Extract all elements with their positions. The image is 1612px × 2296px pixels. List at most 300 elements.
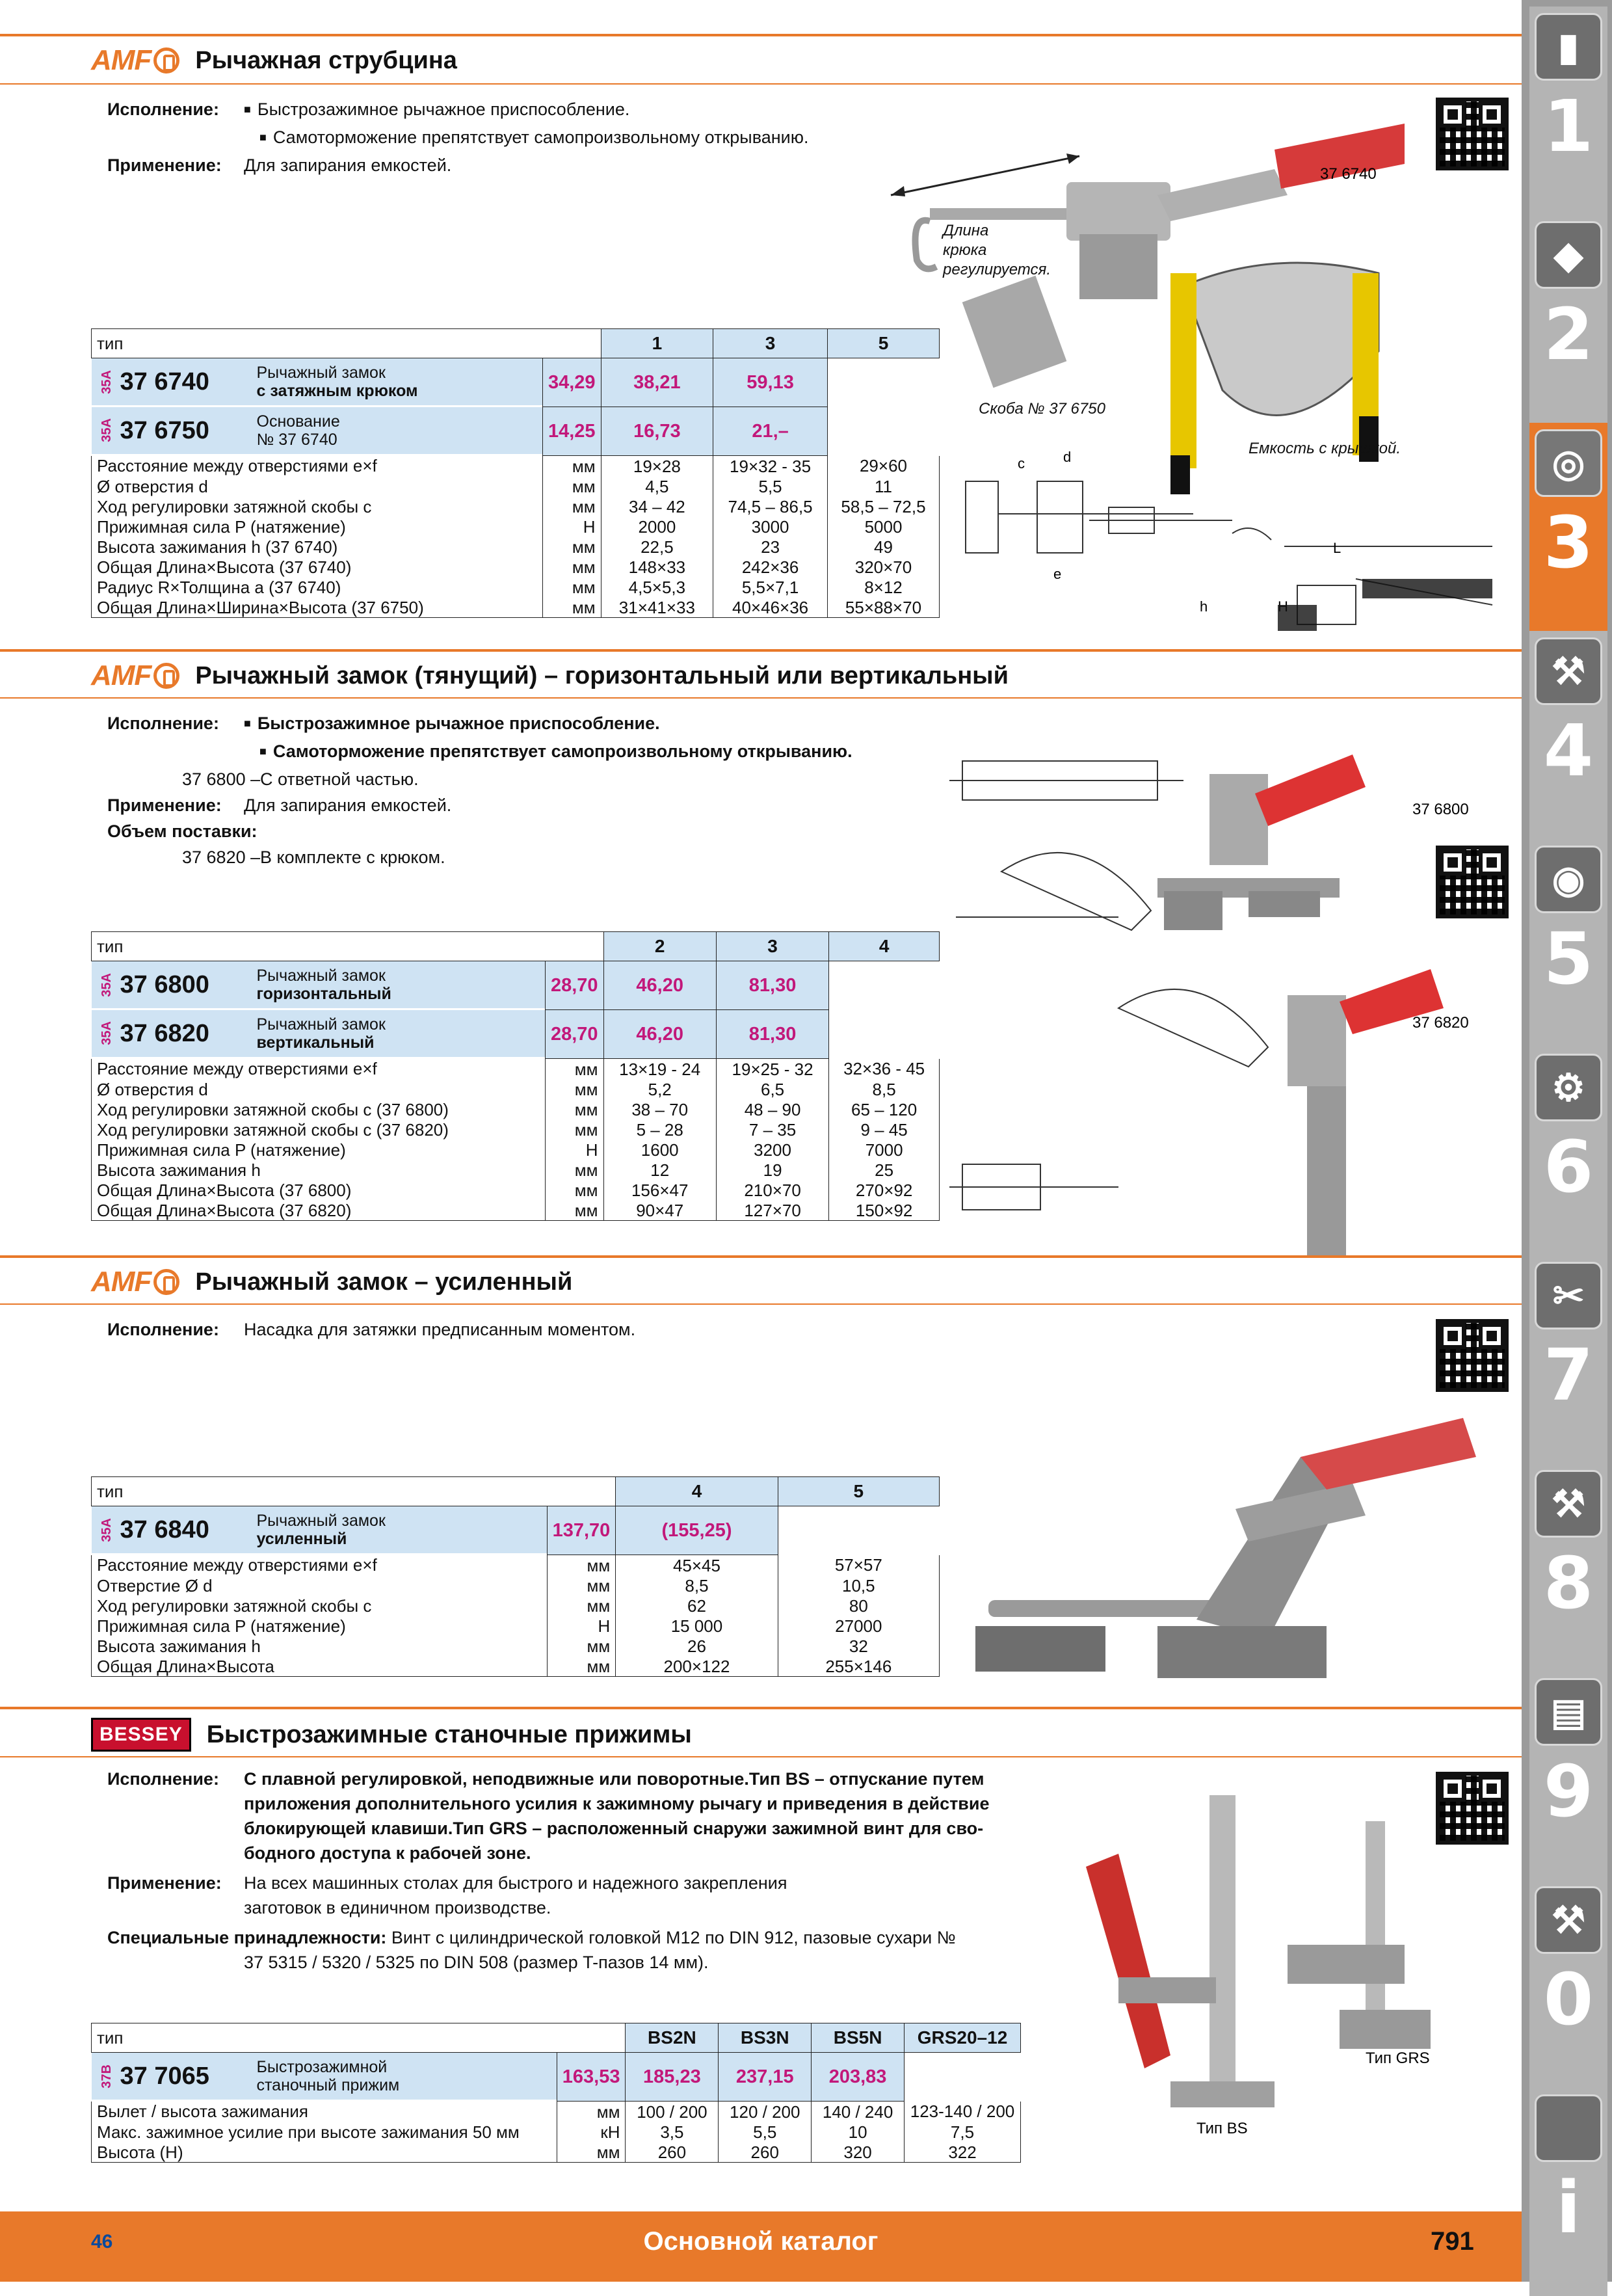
chapter-tab-0[interactable] <box>1529 1880 1607 2088</box>
article-name: Рычажный замок <box>256 1015 386 1034</box>
col-header: BS2N <box>626 2023 719 2053</box>
col-header: 4 <box>829 932 940 961</box>
type-header: тип <box>92 932 604 961</box>
spec-unit: мм <box>545 1200 603 1221</box>
section-3-header <box>91 1259 572 1305</box>
col-header: 2 <box>603 932 716 961</box>
spec-value: 150×92 <box>829 1200 940 1221</box>
design-label: Исполнение: <box>107 714 219 733</box>
spec-value: 120 / 200 <box>719 2102 812 2122</box>
article-code: 37 6750 <box>120 416 209 444</box>
spec-value: 1600 <box>603 1140 716 1160</box>
price: 46,20 <box>603 961 716 1010</box>
price: 38,21 <box>601 358 713 407</box>
chapter-tab-3[interactable] <box>1529 423 1607 631</box>
price: 34,29 <box>542 358 601 407</box>
price: 28,70 <box>545 961 603 1010</box>
img-caption-37-6820: 37 6820 <box>1412 1014 1469 1032</box>
spec-row <box>92 456 940 477</box>
bracket-caption: Скоба № 37 6750 <box>979 400 1105 418</box>
chapter-tab-6[interactable] <box>1529 1047 1607 1255</box>
spec-value: 8,5 <box>616 1575 778 1595</box>
application-label: Применение: <box>107 1873 222 1893</box>
price: 46,20 <box>603 1010 716 1059</box>
spec-row <box>92 597 940 618</box>
article-code: 37 6740 <box>120 368 209 395</box>
spec-value: 19×32 - 35 <box>713 456 828 477</box>
spec-parameter: Общая Длина×Высота (37 6740) <box>92 557 543 577</box>
spec-value: 34 – 42 <box>601 496 713 516</box>
spec-unit: Н <box>542 516 601 537</box>
category-code: 35A <box>99 369 114 394</box>
price: 237,15 <box>719 2053 812 2102</box>
application-text: На всех машинных столах для быстрого и надежного закрепления <box>244 1873 787 1893</box>
chapter-icon: ◉ <box>1535 846 1602 913</box>
svg-text:L: L <box>1333 540 1341 556</box>
spec-row <box>92 2142 1021 2163</box>
spec-value: 127×70 <box>716 1200 828 1221</box>
spec-value: 48 – 90 <box>716 1099 828 1119</box>
col-header: 5 <box>778 1477 939 1506</box>
spec-value: 322 <box>905 2142 1021 2163</box>
section-2-title: Рычажный замок (тянущий) – горизонтальный или вертикальный <box>195 661 1009 689</box>
spec-row <box>92 1575 940 1595</box>
chapter-tab-9[interactable] <box>1529 1672 1607 1880</box>
spec-value: 74,5 – 86,5 <box>713 496 828 516</box>
spec-value: 3,5 <box>626 2122 719 2142</box>
spec-parameter: Ход регулировки затяжной скобы c (37 6820) <box>92 1119 546 1140</box>
design-line: ■ Быстрозажимное рычажное приспособление. <box>244 714 660 733</box>
spec-value: 62 <box>616 1595 778 1616</box>
spec-value: 12 <box>603 1160 716 1180</box>
article-name: вертикальный <box>256 1033 375 1052</box>
chapter-number: 5 <box>1543 917 1594 1000</box>
chapter-number: 4 <box>1543 709 1594 792</box>
amf-logo: AMF <box>91 1266 179 1298</box>
article-name: Рычажный замок <box>256 364 386 382</box>
spec-value: 19×25 - 32 <box>716 1059 828 1080</box>
page-footer <box>0 2211 1522 2282</box>
design-line: ■ Быстрозажимное рычажное приспособление. <box>244 100 629 119</box>
spec-parameter: Прижимная сила P (натяжение) <box>92 1616 548 1636</box>
spec-unit: мм <box>542 456 601 477</box>
col-header: BS3N <box>719 2023 812 2053</box>
chapter-icon: ⚙ <box>1535 1054 1602 1121</box>
spec-value: 19×28 <box>601 456 713 477</box>
spec-parameter: Общая Длина×Ширина×Высота (37 6750) <box>92 597 543 618</box>
chapter-number: 1 <box>1543 85 1594 168</box>
spec-parameter: Отверстие Ø d <box>92 1575 548 1595</box>
spec-value: 26 <box>616 1636 778 1656</box>
section-3-title: Рычажный замок – усиленный <box>195 1268 573 1296</box>
chapter-number: 3 <box>1543 501 1594 584</box>
spec-unit: мм <box>542 537 601 557</box>
accessories-text: Винт с цилиндрической головкой M12 по DIN 912, пазовые сухари № <box>391 1928 956 1947</box>
price: 137,70 <box>547 1506 616 1555</box>
design-line: ■ Самоторможение препятствует самопроизвольному открыванию. <box>259 127 809 147</box>
col-header: 3 <box>716 932 828 961</box>
spec-value: 8,5 <box>829 1079 940 1099</box>
spec-row <box>92 516 940 537</box>
qr-code <box>1436 98 1509 170</box>
design-line: бодного доступа к рабочей зоне. <box>244 1843 531 1863</box>
amf-logo: AMF <box>91 660 179 692</box>
spec-unit: мм <box>557 2142 626 2163</box>
chapter-number: 6 <box>1543 1125 1594 1208</box>
spec-row <box>92 496 940 516</box>
spec-value: 4,5 <box>601 476 713 496</box>
spec-parameter: Радиус R×Толщина a (37 6740) <box>92 577 543 597</box>
article-name: с затяжным крюком <box>256 382 418 400</box>
spec-unit: мм <box>547 1636 616 1656</box>
spec-value: 320 <box>812 2142 905 2163</box>
table-row <box>92 407 940 456</box>
spec-value: 255×146 <box>778 1656 939 1677</box>
spec-row <box>92 1119 940 1140</box>
type-header: тип <box>92 1477 616 1506</box>
spec-value: 270×92 <box>829 1180 940 1200</box>
spec-value: 5,5 <box>713 476 828 496</box>
price: 14,25 <box>542 407 601 456</box>
spec-unit: мм <box>542 476 601 496</box>
chapter-tab-8[interactable] <box>1529 1463 1607 1672</box>
spec-value: 31×41×33 <box>601 597 713 618</box>
spec-value: 32×36 - 45 <box>829 1059 940 1080</box>
spec-row <box>92 557 940 577</box>
scope-text: В комплекте с крюком. <box>260 848 445 867</box>
design-line: ■ Самоторможение препятствует самопроизвольному открыванию. <box>259 741 852 761</box>
chapter-number: i <box>1556 2166 1581 2249</box>
machine-clamp-illustration <box>1066 1782 1509 2146</box>
category-code: 35A <box>99 972 114 997</box>
spec-row <box>92 1099 940 1119</box>
bessey-logo: BESSEY <box>91 1718 191 1752</box>
price: 203,83 <box>812 2053 905 2102</box>
table-row <box>92 358 940 407</box>
dimension-drawing <box>959 449 1505 644</box>
spec-parameter: Общая Длина×Высота (37 6800) <box>92 1180 546 1200</box>
spec-row <box>92 1180 940 1200</box>
spec-unit: Н <box>547 1616 616 1636</box>
spec-unit: мм <box>542 557 601 577</box>
spec-parameter: Ход регулировки затяжной скобы c <box>92 496 543 516</box>
application-label: Применение: <box>107 795 222 815</box>
table-37-7065 <box>91 2023 1021 2163</box>
spec-value: 7000 <box>829 1140 940 1160</box>
spec-parameter: Высота зажимания h <box>92 1160 546 1180</box>
spec-row <box>92 1595 940 1616</box>
category-code: 35A <box>99 1021 114 1045</box>
spec-value: 55×88×70 <box>827 597 939 618</box>
spec-parameter: Высота зажимания h (37 6740) <box>92 537 543 557</box>
design-line: приложения дополнительного усилия к зажимному рычагу и приведения в действие <box>244 1794 990 1813</box>
category-code: 37B <box>99 2064 114 2089</box>
price: 21,– <box>713 407 828 456</box>
price: 81,30 <box>716 1010 828 1059</box>
spec-value: 80 <box>778 1595 939 1616</box>
table-37-6740 <box>91 328 940 618</box>
section-3-description <box>107 1316 635 1342</box>
section-1-title: Рычажная струбцина <box>195 46 457 74</box>
spec-value: 7,5 <box>905 2122 1021 2142</box>
spec-unit: мм <box>545 1119 603 1140</box>
article-name: Основание <box>256 412 340 431</box>
spec-value: 10,5 <box>778 1575 939 1595</box>
spec-parameter: Вылет / высота зажимания <box>92 2102 557 2122</box>
section-4-header <box>91 1712 692 1757</box>
chapter-tab-4[interactable] <box>1529 631 1607 839</box>
spec-row <box>92 1059 940 1080</box>
col-header: GRS20–12 <box>905 2023 1021 2053</box>
spec-value: 29×60 <box>827 456 939 477</box>
section-4-title: Быстрозажимные станочные прижимы <box>206 1720 692 1748</box>
spec-row <box>92 1636 940 1656</box>
spec-parameter: Ø отверстия d <box>92 476 543 496</box>
accessories-text: 37 5315 / 5320 / 5325 по DIN 508 (размер T-пазов 14 мм). <box>244 1953 709 1972</box>
spec-value: 200×122 <box>616 1656 778 1677</box>
spec-value: 40×46×36 <box>713 597 828 618</box>
col-header: BS5N <box>812 2023 905 2053</box>
lever-clamp-illustration <box>884 91 1405 494</box>
spec-unit: мм <box>547 1555 616 1576</box>
spec-value: 210×70 <box>716 1180 828 1200</box>
bs-caption: Тип BS <box>1196 2120 1248 2137</box>
spec-parameter: Макс. зажимное усилие при высоте зажимания 50 мм <box>92 2122 557 2142</box>
table-row <box>92 1506 940 1555</box>
spec-value: 100 / 200 <box>626 2102 719 2122</box>
application-text: Для запирания емкостей. <box>244 795 452 815</box>
spec-value: 22,5 <box>601 537 713 557</box>
spec-value: 57×57 <box>778 1555 939 1576</box>
table-row <box>92 961 940 1010</box>
spec-parameter: Ø отверстия d <box>92 1079 546 1099</box>
spec-value: 65 – 120 <box>829 1099 940 1119</box>
spec-unit: мм <box>545 1059 603 1080</box>
spec-row <box>92 2102 1021 2122</box>
spec-row <box>92 1160 940 1180</box>
section-2-header <box>91 653 1009 699</box>
spec-parameter: Прижимная сила P (натяжение) <box>92 516 543 537</box>
spec-row <box>92 476 940 496</box>
article-name: Рычажный замок <box>256 1512 386 1530</box>
spec-unit: мм <box>542 597 601 618</box>
spec-parameter: Прижимная сила P (натяжение) <box>92 1140 546 1160</box>
spec-value: 260 <box>626 2142 719 2163</box>
hook-caption: Длина крюка регулируется. <box>943 222 1051 278</box>
spec-row <box>92 1656 940 1677</box>
accessories-label: Специальные принадлежности: <box>107 1928 387 1947</box>
chapter-tab-7[interactable] <box>1529 1255 1607 1463</box>
pull-latch-illustration <box>949 722 1496 1262</box>
scope-label: Объем поставки: <box>107 821 258 841</box>
spec-value: 260 <box>719 2142 812 2163</box>
spec-row <box>92 1616 940 1636</box>
chapter-icon: ✂ <box>1535 1262 1602 1329</box>
chapter-tab-2[interactable] <box>1529 215 1607 423</box>
chapter-number: 0 <box>1543 1958 1594 2041</box>
spec-parameter: Ход регулировки затяжной скобы c (37 6800) <box>92 1099 546 1119</box>
section-2-description <box>107 710 852 870</box>
table-row <box>92 2053 1021 2102</box>
col-header: 1 <box>601 329 713 358</box>
chapter-number: 9 <box>1543 1750 1594 1833</box>
table-37-6840 <box>91 1476 940 1677</box>
chapter-number: 7 <box>1543 1333 1594 1417</box>
spec-value: 58,5 – 72,5 <box>827 496 939 516</box>
chapter-tab-i[interactable] <box>1529 2088 1607 2296</box>
spec-value: 15 000 <box>616 1616 778 1636</box>
chapter-icon: ▮ <box>1535 13 1602 81</box>
chapter-icon: ⚒ <box>1535 1470 1602 1538</box>
article-name: горизонтальный <box>256 985 391 1003</box>
spec-value: 3200 <box>716 1140 828 1160</box>
img-caption-37-6800: 37 6800 <box>1412 801 1469 818</box>
chapter-icon: ▤ <box>1535 1678 1602 1746</box>
heavy-latch-illustration <box>962 1405 1496 1704</box>
note-code: 37 6800 – <box>182 769 261 789</box>
price: 16,73 <box>601 407 713 456</box>
col-header: 5 <box>827 329 939 358</box>
article-name: Рычажный замок <box>256 967 386 985</box>
spec-parameter: Расстояние между отверстиями e×f <box>92 456 543 477</box>
spec-row <box>92 537 940 557</box>
qr-code <box>1436 1319 1509 1392</box>
chapter-number: 2 <box>1543 293 1594 376</box>
svg-text:h: h <box>1200 598 1208 615</box>
spec-unit: мм <box>545 1079 603 1099</box>
spec-value: 156×47 <box>603 1180 716 1200</box>
spec-unit: мм <box>545 1180 603 1200</box>
qr-code <box>1436 846 1509 918</box>
chapter-icon: ⚒ <box>1535 637 1602 705</box>
spec-value: 27000 <box>778 1616 939 1636</box>
spec-unit: мм <box>545 1160 603 1180</box>
spec-parameter: Расстояние между отверстиями e×f <box>92 1555 548 1576</box>
category-code: 35A <box>99 418 114 442</box>
article-code: 37 6840 <box>120 1516 209 1543</box>
article-name: № 37 6740 <box>256 430 337 449</box>
spec-value: 13×19 - 24 <box>603 1059 716 1080</box>
spec-value: 5,5×7,1 <box>713 577 828 597</box>
spec-value: 10 <box>812 2122 905 2142</box>
spec-value: 5,5 <box>719 2122 812 2142</box>
price: (155,25) <box>616 1506 778 1555</box>
page-number-right: 791 <box>1431 2227 1474 2256</box>
chapter-number: 8 <box>1543 1542 1594 1625</box>
spec-unit: Н <box>545 1140 603 1160</box>
spec-row <box>92 2122 1021 2142</box>
col-header: 3 <box>713 329 828 358</box>
spec-parameter: Высота (H) <box>92 2142 557 2163</box>
spec-value: 5000 <box>827 516 939 537</box>
svg-text:d: d <box>1063 449 1072 465</box>
spec-value: 2000 <box>601 516 713 537</box>
spec-unit: мм <box>547 1575 616 1595</box>
spec-value: 19 <box>716 1160 828 1180</box>
table-37-6800 <box>91 931 940 1221</box>
spec-row <box>92 1555 940 1576</box>
category-code: 35A <box>99 1517 114 1542</box>
spec-row <box>92 1079 940 1099</box>
scope-code: 37 6820 – <box>182 848 261 867</box>
spec-row <box>92 1200 940 1221</box>
spec-value: 5 – 28 <box>603 1119 716 1140</box>
article-name: усиленный <box>256 1530 347 1548</box>
amf-logo: AMF <box>91 44 179 77</box>
chapter-icon: ⚒ <box>1535 1886 1602 1954</box>
design-line: Насадка для затяжки предписанным моментом. <box>244 1320 636 1339</box>
price: 163,53 <box>557 2053 626 2102</box>
design-label: Исполнение: <box>107 100 219 119</box>
svg-text:c: c <box>1018 455 1025 472</box>
spec-unit: мм <box>557 2102 626 2122</box>
spec-value: 3000 <box>713 516 828 537</box>
spec-unit: мм <box>545 1099 603 1119</box>
article-code: 37 6800 <box>120 971 209 998</box>
design-label: Исполнение: <box>107 1769 219 1789</box>
type-header: тип <box>92 2023 626 2053</box>
spec-value: 5,2 <box>603 1079 716 1099</box>
article-code: 37 7065 <box>120 2062 209 2090</box>
section-1-description <box>107 96 809 178</box>
spec-value: 25 <box>829 1160 940 1180</box>
spec-value: 4,5×5,3 <box>601 577 713 597</box>
spec-value: 148×33 <box>601 557 713 577</box>
catalog-title: Основной каталог <box>643 2227 879 2256</box>
note-text: С ответной частью. <box>260 769 419 789</box>
chapter-icon: ◆ <box>1535 221 1602 289</box>
img-code-label: 37 6740 <box>1320 165 1377 183</box>
chapter-tab-1[interactable] <box>1529 7 1607 215</box>
spec-row <box>92 577 940 597</box>
spec-unit: мм <box>547 1656 616 1677</box>
spec-parameter: Общая Длина×Высота <box>92 1656 548 1677</box>
spec-row <box>92 1140 940 1160</box>
price: 28,70 <box>545 1010 603 1059</box>
spec-value: 6,5 <box>716 1079 828 1099</box>
design-line: С плавной регулировкой, неподвижные или поворотные.Тип BS – отпускание путем <box>244 1769 984 1789</box>
price: 185,23 <box>626 2053 719 2102</box>
spec-value: 123-140 / 200 <box>905 2102 1021 2122</box>
spec-unit: мм <box>547 1595 616 1616</box>
spec-value: 38 – 70 <box>603 1099 716 1119</box>
spec-unit: кН <box>557 2122 626 2142</box>
spec-unit: мм <box>542 577 601 597</box>
spec-value: 11 <box>827 476 939 496</box>
article-name: станочный прижим <box>256 2076 400 2094</box>
spec-value: 9 – 45 <box>829 1119 940 1140</box>
spec-value: 32 <box>778 1636 939 1656</box>
spec-value: 7 – 35 <box>716 1119 828 1140</box>
tank-caption: Емкость с крышкой. <box>1249 440 1401 457</box>
spec-value: 45×45 <box>616 1555 778 1576</box>
table-row <box>92 1010 940 1059</box>
col-header: 4 <box>616 1477 778 1506</box>
article-code: 37 6820 <box>120 1019 209 1047</box>
type-header: тип <box>92 329 601 358</box>
spec-value: 320×70 <box>827 557 939 577</box>
spec-value: 140 / 240 <box>812 2102 905 2122</box>
application-text: заготовок в единичном производстве. <box>244 1898 551 1917</box>
chapter-tab-5[interactable] <box>1529 839 1607 1047</box>
section-1-header <box>91 38 457 83</box>
design-line: блокирующей клавиши.Тип GRS – расположенный снаружи зажимной винт для сво- <box>244 1819 984 1838</box>
spec-parameter: Высота зажимания h <box>92 1636 548 1656</box>
chapter-icon: ◎ <box>1535 429 1602 497</box>
spec-parameter: Ход регулировки затяжной скобы c <box>92 1595 548 1616</box>
article-name: Быстрозажимной <box>256 2058 388 2076</box>
section-4-description <box>107 1767 990 1975</box>
